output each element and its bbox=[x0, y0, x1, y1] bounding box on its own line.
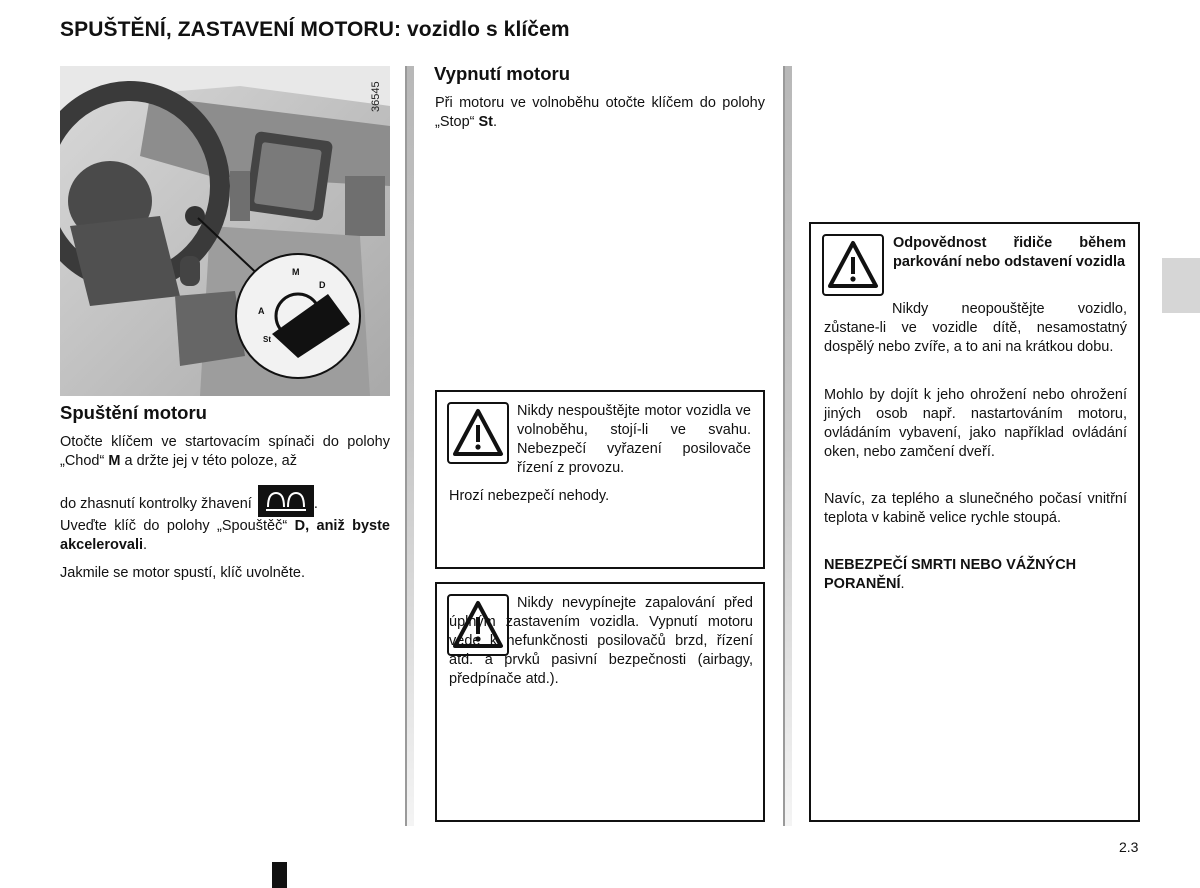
figure-number: 36545 bbox=[370, 81, 382, 112]
start-paragraph-1-continuation: do zhasnutí kontrolky žhavení . bbox=[60, 488, 390, 520]
warning-2-text: Nikdy nevypínejte zapalování před úplným zastavením vozidla. Vypnutí motoru vede k nefunkčnosti posilovačů brzd, řízení atd. a prvků pasivní bezpečnosti (airbagy, předpínače atd.). bbox=[449, 595, 753, 687]
warning-3-p1: Nikdy neopouštějte vozidlo, zůstane-li ve vozidle dítě, nesamostatný dospělý nebo zvíře, a to ani na krátkou dobu. bbox=[824, 301, 1127, 355]
warning-triangle-icon bbox=[447, 402, 509, 464]
start-paragraph-3: Jakmile se motor spustí, klíč uvolněte. bbox=[60, 565, 305, 581]
ignition-label-m: M bbox=[292, 267, 300, 277]
page-title: SPUŠTĚNÍ, ZASTAVENÍ MOTORU: vozidlo s klíčem bbox=[60, 18, 570, 41]
start-heading: Spuštění motoru bbox=[60, 402, 207, 423]
warning-box-ignition-off bbox=[435, 582, 765, 822]
ignition-label-a: A bbox=[258, 306, 265, 316]
warning-box-hill-start bbox=[435, 390, 765, 569]
warning-1-text: Nikdy nespouštějte motor vozidla ve volnoběhu, stojí-li ve svahu. Nebezpečí vyřazení posilovače řízení z provozu. bbox=[517, 403, 751, 476]
warning-box-driver-responsibility bbox=[809, 222, 1140, 822]
warning-triangle-icon bbox=[822, 234, 884, 296]
dashboard-drawing bbox=[60, 66, 390, 396]
stop-paragraph-1: Při motoru ve volnoběhu otočte klíčem do polohy „Stop“ St. bbox=[435, 95, 765, 130]
warning-3-p4: NEBEZPEČÍ SMRTI NEBO VÁŽNÝCH PORANĚNÍ. bbox=[824, 557, 1077, 592]
warning-3-p3: Navíc, za teplého a slunečného počasí vnitřní teplota v kabině velice rychle stoupá. bbox=[824, 491, 1127, 526]
start-paragraph-2: Uveďte klíč do polohy „Spouštěč“ D, aniž byste akcelerovali. bbox=[60, 518, 391, 553]
column-separator bbox=[783, 66, 792, 826]
glow-plug-icon bbox=[258, 485, 314, 517]
page-number: 2.3 bbox=[1119, 839, 1139, 855]
warning-3-title: Odpovědnost řidiče během parkování nebo odstavení vozidla bbox=[893, 235, 1126, 270]
ignition-label-st: St bbox=[263, 335, 271, 344]
ignition-label-d: D bbox=[319, 280, 326, 290]
stop-heading: Vypnutí motoru bbox=[434, 63, 570, 84]
warning-3-p2: Mohlo by dojít k jeho ohrožení nebo ohrožení jiných osob např. nastartováním motoru, ovládáním vybavení, jako například ovládání oken, nebo zamčení dveří. bbox=[824, 387, 1127, 460]
dashboard-illustration bbox=[60, 66, 390, 396]
section-tab bbox=[1162, 258, 1200, 313]
column-separator bbox=[405, 66, 414, 826]
warning-1-text-2: Hrozí nebezpečí nehody. bbox=[449, 488, 610, 504]
print-mark bbox=[272, 862, 287, 888]
start-paragraph-1: Otočte klíčem ve startovacím spínači do polohy „Chod“ M a držte jej v této poloze, až bbox=[60, 434, 390, 469]
